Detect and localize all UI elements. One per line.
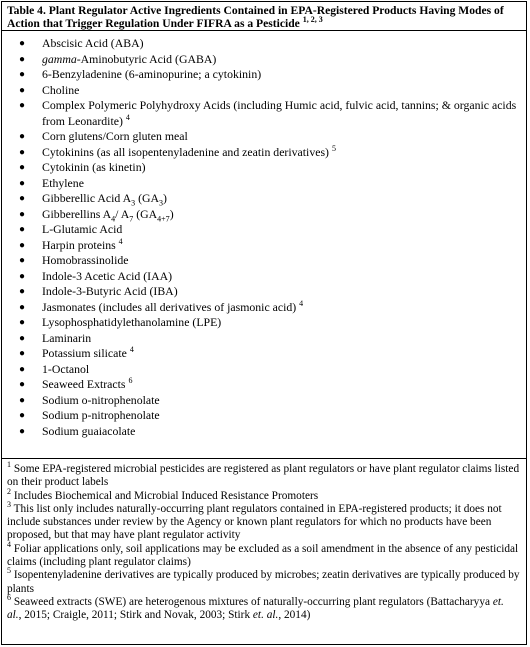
list-item: ● Corn glutens/Corn gluten meal <box>19 129 188 143</box>
list-item: ● Abscisic Acid (ABA) <box>19 36 144 50</box>
bullet-icon: ● <box>19 53 26 65</box>
caption-footnote-refs: 1, 2, 3 <box>302 15 323 25</box>
footnote: $^6$ Seaweed extracts (SWE) are heterogenous mixtures of naturally-occurring plant regulators (Battacharyya et. al., 2015; Craigle, 2011; Stirk and Novak, 2003; Stirk et. al., 2014) <box>7 593 504 622</box>
bullet-icon: ● <box>19 301 26 313</box>
bullet-icon: ● <box>19 255 26 266</box>
bullet-icon: ● <box>19 100 26 111</box>
bullet-icon: ● <box>19 84 26 96</box>
list-item: ● Complex Polymeric Polyhydroxy Acids (including Humic acid, fulvic acid, tannins; & organic acids from Leonardite) $^4$ <box>19 98 517 128</box>
footnote: $^1$ Some EPA-registered microbial pesticides are registered as plant regulators or have plant regulator claims listed on their product labels <box>7 460 520 489</box>
list-item: ● 6-Benzyladenine (6-aminopurine; a cytokinin) <box>19 67 262 81</box>
bullet-icon: ● <box>19 38 26 49</box>
bullet-icon: ● <box>19 379 26 390</box>
list-item: ● Sodium p-nitrophenolate <box>19 408 160 422</box>
footnote: $^3$ This list only includes naturally-occurring plant regulators contained in EPA-registered products; it does not include substances under review by the Agency or known plant regulators for which no products have been proposed, but that may have plant regulator activity <box>7 500 502 542</box>
list-item: ● Potassium silicate $^4$ <box>19 345 134 360</box>
bullet-icon: ● <box>19 162 26 173</box>
list-item: ● Indole-3 Acetic Acid (IAA) <box>19 268 173 283</box>
list-item: ● Cytokinin (as kinetin) <box>19 160 146 174</box>
footnotes <box>2 459 526 623</box>
footnote-ref: 5 <box>331 143 336 153</box>
bullet-icon: ● <box>19 239 26 251</box>
list-item: ● Laminarin <box>19 330 92 345</box>
bullet-icon: ● <box>19 131 26 142</box>
list-item: ● gamma-Aminobutyric Acid (GABA) <box>19 51 217 66</box>
list-item: ● Indole-3-Butyric Acid (IBA) <box>19 284 178 298</box>
footnote-ref: 4 <box>118 236 123 246</box>
bullet-icon: ● <box>19 208 26 220</box>
bullet-icon: ● <box>19 410 26 421</box>
list-item: ● Ethylene <box>19 175 84 190</box>
list-item: ● Choline <box>19 82 80 97</box>
bullet-icon: ● <box>19 363 26 375</box>
list-item: ● 1-Octanol <box>19 361 90 376</box>
bullet-icon: ● <box>19 394 26 406</box>
bullet-icon: ● <box>19 332 26 344</box>
footnote-ref: 4 <box>299 298 304 308</box>
footnote-ref: 4 <box>125 112 130 122</box>
list-item: ● Jasmonates (includes all derivatives of jasmonic acid) $^4$ <box>19 298 304 314</box>
bullet-icon: ● <box>19 425 26 437</box>
footnote: $^5$ Isopentenyladenine derivatives are typically produced by microbes; zeatin derivatives are typically produced by plants <box>7 566 520 595</box>
bullet-icon: ● <box>19 317 26 328</box>
footnote: $^4$ Foliar applications only, soil applications may be excluded as a soil amendment in the absence of any pesticidal claims (including plant regulator claims) <box>7 540 519 569</box>
footnote-ref: 4 <box>129 345 134 355</box>
list-item: ● Harpin proteins $^4$ <box>19 236 123 252</box>
bullet-icon: ● <box>19 193 26 204</box>
list-item: ● L-Glutamic Acid <box>19 222 123 236</box>
footnote-ref: 6 <box>128 376 133 386</box>
regulator-list <box>2 31 526 459</box>
bullet-icon: ● <box>19 348 26 359</box>
bullet-icon: ● <box>19 270 26 282</box>
list-item: ● Sodium o-nitrophenolate <box>19 392 160 407</box>
list-item: ● Lysophosphatidylethanolamine (LPE) <box>19 315 222 329</box>
bullet-icon: ● <box>19 224 26 235</box>
bullet-icon: ● <box>19 69 26 80</box>
list-item: ● Seaweed Extracts $^6$ <box>19 376 133 391</box>
bullet-icon: ● <box>19 146 26 158</box>
bullet-icon: ● <box>19 286 26 297</box>
footnote: $^2$ Includes Biochemical and Microbial Induced Resistance Promoters <box>7 486 319 502</box>
list-item: ● Sodium guaiacolate <box>19 423 136 438</box>
list-item: ● Homobrassinolide <box>19 253 129 267</box>
list-item: ● Gibberellins $A_4/$ $A_7$ $(GA_{4+7})$ <box>19 206 174 223</box>
table-caption: Table 4. Plant Regulator Active Ingredients Contained in EPA-Registered Products Having Modes of Action that Trigger Regulation Under FIFRA as a Pesticide $^{1, 2, 3}$ <box>2 2 526 31</box>
list-item: ● Gibberellic Acid $A_3$ $(GA_3)$ <box>19 191 167 208</box>
table-4 <box>1 1 527 645</box>
bullet-icon: ● <box>19 177 26 189</box>
list-item: ● Cytokinins (as all isopentenyladenine and zeatin derivatives) $^5$ <box>19 143 336 159</box>
